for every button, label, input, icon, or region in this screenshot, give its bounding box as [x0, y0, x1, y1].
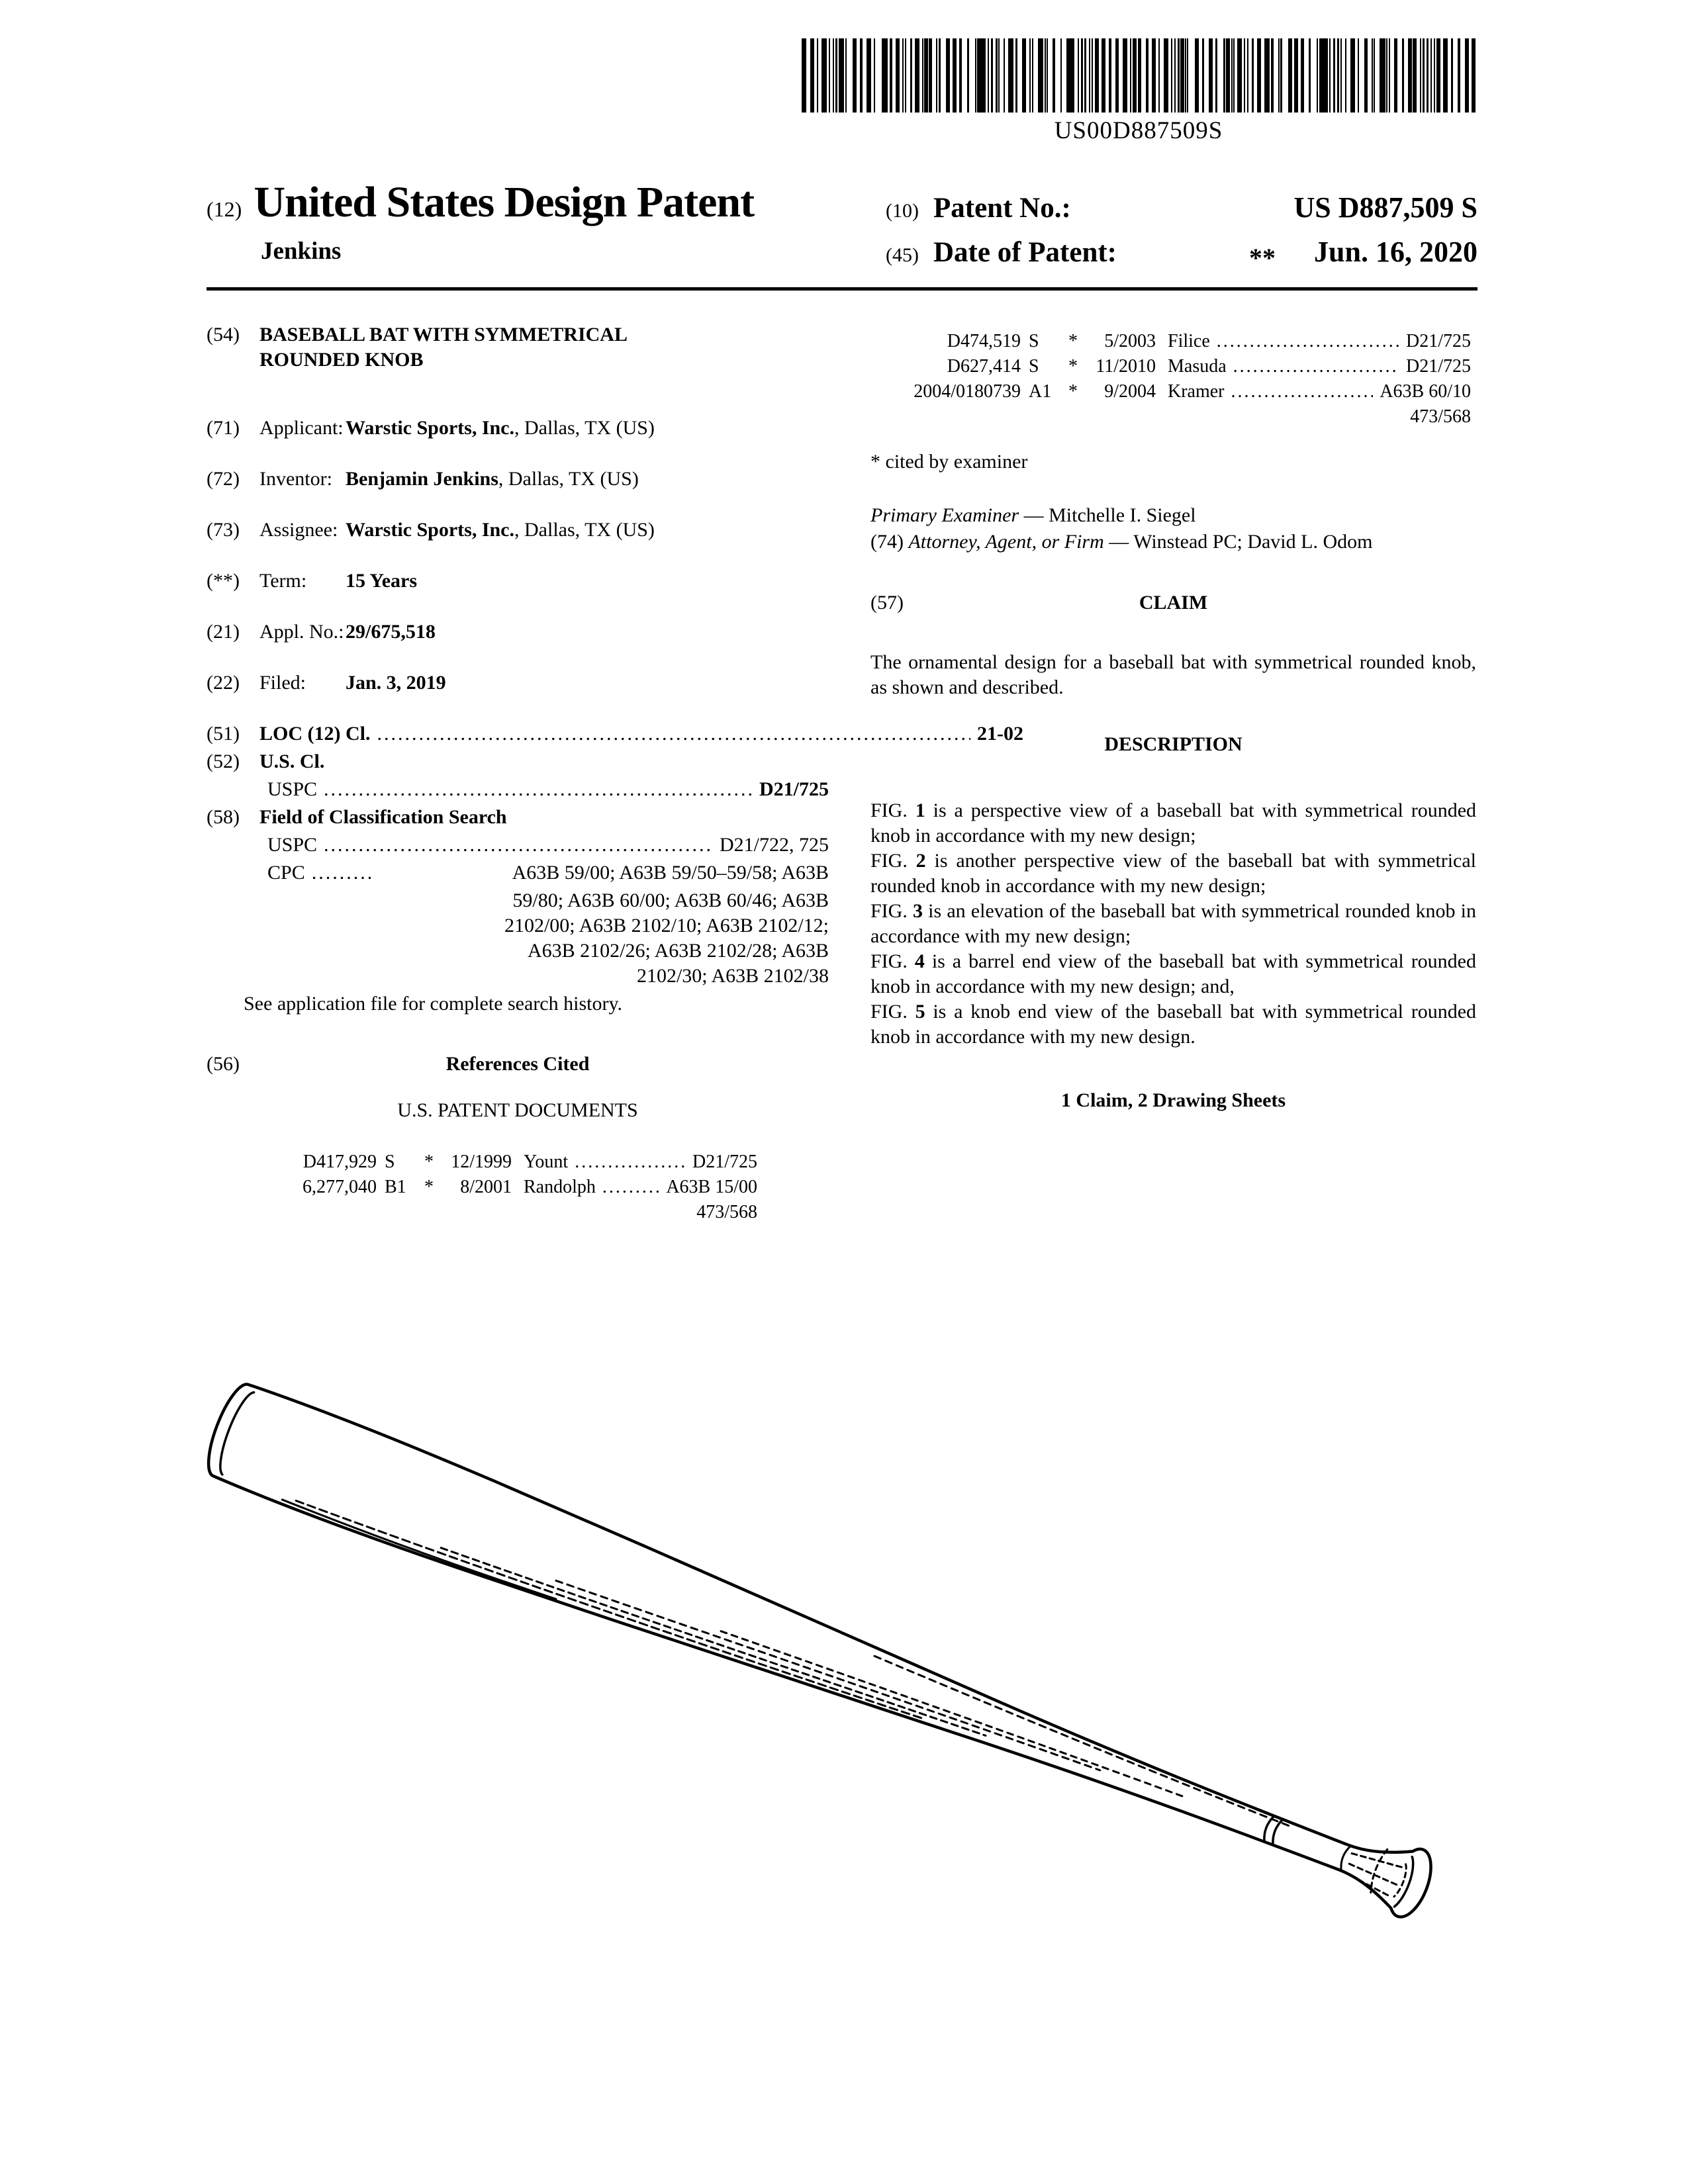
dot-leader	[324, 833, 713, 858]
examiner-block	[870, 502, 1476, 555]
appl-no-value: 29/675,518	[346, 621, 436, 643]
search-uspc-label: USPC	[267, 834, 318, 856]
primary-examiner-name: — Mitchelle I. Siegel	[1019, 504, 1196, 526]
ref-class: D21/725	[1406, 356, 1471, 377]
us-cl-label: U.S. Cl.	[259, 751, 325, 772]
inid-71: (71)	[207, 417, 240, 439]
references-heading: References Cited	[445, 1053, 590, 1075]
table-row	[234, 1175, 757, 1200]
applicant-name: Warstic Sports, Inc.	[346, 417, 514, 439]
field-term	[207, 569, 829, 594]
ref-number: 2004/0180739	[914, 381, 1021, 402]
claim-heading: CLAIM	[1139, 592, 1208, 614]
claim-text: The ornamental design for a baseball bat with symmetrical rounded knob, as shown and described.	[870, 651, 1476, 698]
patent-date-value: Jun. 16, 2020	[1314, 236, 1477, 268]
search-cpc-line2: 59/80; A63B 60/00; A63B 60/46; A63B	[512, 889, 829, 911]
inid-54: (54)	[207, 324, 240, 345]
attorney-label: Attorney, Agent, or Firm	[908, 531, 1104, 553]
ref-date: 5/2003	[1104, 331, 1156, 351]
ref-number: D627,414	[947, 356, 1021, 377]
ref-name: Filice	[1168, 331, 1210, 351]
loc-label: LOC (12) Cl.	[259, 723, 371, 745]
inid-58: (58)	[207, 806, 240, 828]
attorney-name: — Winstead PC; David L. Odom	[1103, 531, 1373, 553]
header-divider	[207, 287, 1477, 291]
fig-description-1: FIG. 1 is a perspective view of a baseball bat with symmetrical rounded knob in accordance with my new design;	[870, 799, 1477, 846]
barcode-text: US00D887509S	[1054, 117, 1223, 144]
search-uspc-value: D21/722, 725	[720, 834, 829, 856]
field-22-filed	[207, 670, 829, 696]
table-row	[878, 354, 1471, 379]
assignee-name: Warstic Sports, Inc.	[346, 519, 514, 541]
references-table-left	[234, 1150, 757, 1225]
ref-date: 11/2010	[1096, 356, 1156, 377]
inid-56: (56)	[207, 1053, 240, 1075]
search-cpc-row	[267, 860, 829, 886]
uspc-row	[267, 777, 829, 802]
barcode	[798, 38, 1479, 145]
header-left	[207, 177, 868, 265]
us-patent-documents-heading: U.S. PATENT DOCUMENTS	[397, 1099, 638, 1121]
inid-term: (**)	[207, 570, 240, 592]
inid-74: (74)	[870, 531, 904, 553]
table-row	[878, 329, 1471, 354]
filed-label: Filed:	[259, 672, 306, 694]
ref-class: A63B 15/00	[666, 1177, 757, 1197]
search-cpc-line5: 2102/30; A63B 2102/38	[636, 965, 829, 987]
ref-date: 8/2001	[460, 1177, 512, 1197]
invention-title-line1: BASEBALL BAT WITH SYMMETRICAL	[259, 324, 628, 345]
ref-name: Masuda	[1168, 356, 1227, 377]
inid-code-45: (45)	[886, 244, 919, 266]
applicant-label: Applicant:	[259, 417, 344, 439]
ref-class-overflow: 473/568	[696, 1202, 757, 1222]
ref-date: 12/1999	[451, 1152, 512, 1172]
loc-value: 21-02	[977, 723, 1024, 745]
ref-class: D21/725	[1406, 331, 1471, 351]
inventor-label: Inventor:	[259, 468, 332, 490]
filed-value: Jan. 3, 2019	[346, 672, 446, 694]
references-table-right	[878, 329, 1471, 430]
term-value: 15 Years	[346, 570, 418, 592]
appl-no-label: Appl. No.:	[259, 621, 344, 643]
dot-leader	[324, 777, 753, 802]
ref-star: *	[1068, 356, 1078, 377]
search-cpc-line4: A63B 2102/26; A63B 2102/28; A63B	[527, 940, 829, 962]
terminal-disclaimer-stars: **	[1249, 243, 1276, 273]
claim-heading-row	[870, 590, 1476, 615]
patent-date-label: Date of Patent:	[933, 237, 1117, 268]
baseball-bat-figure	[199, 1343, 1489, 1972]
ref-class-overflow: 473/568	[1410, 406, 1471, 427]
ref-name: Yount	[524, 1152, 569, 1172]
patent-number-value: US D887,509 S	[1293, 191, 1477, 224]
fig-number: 3	[913, 900, 923, 922]
header-right	[886, 191, 1477, 279]
ref-number: 6,277,040	[303, 1177, 377, 1197]
field-21-appl-no	[207, 619, 829, 645]
search-cpc-label: CPC	[267, 862, 305, 884]
search-history-note: See application file for complete search history.	[244, 993, 623, 1015]
search-cpc-line3: 2102/00; A63B 2102/10; A63B 2102/12;	[504, 915, 829, 936]
dot-leader	[312, 860, 375, 886]
inid-72: (72)	[207, 468, 240, 490]
ref-class: A63B 60/10	[1380, 381, 1471, 402]
uspc-label: USPC	[267, 778, 318, 800]
search-cpc-line1: A63B 59/00; A63B 59/50–59/58; A63B	[512, 862, 829, 884]
field-72-inventor	[207, 467, 829, 492]
fig-description-4: FIG. 4 is a barrel end view of the baseball bat with symmetrical rounded knob in accordance with my new design; and,	[870, 950, 1476, 997]
invention-title-line2: ROUNDED KNOB	[259, 349, 424, 371]
dot-leader	[602, 1175, 659, 1200]
applicant-location: , Dallas, TX (US)	[514, 417, 655, 439]
page-title: United States Design Patent	[254, 178, 755, 226]
ref-date: 9/2004	[1104, 381, 1156, 402]
primary-examiner-label: Primary Examiner	[870, 504, 1019, 526]
field-71-applicant	[207, 416, 829, 441]
table-row	[878, 379, 1471, 404]
ref-kind: A1	[1029, 381, 1052, 402]
fig-number: 1	[915, 799, 925, 821]
inventor-name: Benjamin Jenkins	[346, 468, 498, 490]
fig-description-2: FIG. 2 is another perspective view of the baseball bat with symmetrical rounded knob in accordance with my new design;	[870, 850, 1476, 897]
ref-number: D417,929	[303, 1152, 377, 1172]
ref-star: *	[1068, 331, 1078, 351]
field-58-search	[207, 805, 829, 830]
dot-leader	[575, 1150, 686, 1175]
ref-star: *	[424, 1177, 434, 1197]
fig-number: 5	[915, 1001, 925, 1023]
ref-kind: S	[1029, 356, 1039, 377]
inventor-location: , Dallas, TX (US)	[498, 468, 639, 490]
table-row	[234, 1150, 757, 1175]
inid-73: (73)	[207, 519, 240, 541]
figure-descriptions	[870, 798, 1476, 1050]
references-heading-row	[207, 1052, 829, 1077]
right-column	[870, 322, 1476, 1113]
field-73-assignee	[207, 518, 829, 543]
ref-number: D474,519	[947, 331, 1021, 351]
fig-description-5: FIG. 5 is a knob end view of the baseball bat with symmetrical rounded knob in accordance with my new design.	[870, 1001, 1477, 1048]
inid-code-10: (10)	[886, 200, 919, 222]
dot-leader	[1233, 354, 1399, 379]
field-54-title	[207, 322, 829, 373]
field-52-us-cl	[207, 749, 829, 774]
inid-51: (51)	[207, 723, 240, 745]
kind-code-12: (12)	[207, 197, 242, 221]
patent-number-label: Patent No.:	[933, 193, 1071, 224]
assignee-label: Assignee:	[259, 519, 338, 541]
cited-by-examiner-note: * cited by examiner	[870, 451, 1028, 473]
assignee-location: , Dallas, TX (US)	[514, 519, 655, 541]
ref-star: *	[1068, 381, 1078, 402]
inid-52: (52)	[207, 751, 240, 772]
term-label: Term:	[259, 570, 307, 592]
inventor-surname: Jenkins	[261, 238, 342, 265]
dot-leader	[1217, 329, 1399, 354]
ref-kind: S	[385, 1152, 395, 1172]
ref-star: *	[424, 1152, 434, 1172]
fig-number: 4	[914, 950, 925, 972]
fig-description-3: FIG. 3 is an elevation of the baseball bat with symmetrical rounded knob in accordance with my new design;	[870, 900, 1476, 947]
dot-leader	[1231, 379, 1374, 404]
inid-22: (22)	[207, 672, 240, 694]
search-label: Field of Classification Search	[259, 806, 507, 828]
fig-number: 2	[915, 850, 926, 872]
description-heading: DESCRIPTION	[1104, 733, 1243, 755]
ref-name: Kramer	[1168, 381, 1225, 402]
search-uspc-row	[267, 833, 829, 858]
field-51-loc	[207, 721, 1024, 747]
ref-name: Randolph	[524, 1177, 596, 1197]
barcode-bars-image	[802, 38, 1476, 113]
ref-kind: S	[1029, 331, 1039, 351]
ref-class: D21/725	[692, 1152, 757, 1172]
ref-kind: B1	[385, 1177, 406, 1197]
bat-outline	[199, 1378, 1444, 1936]
claim-sheets-footer: 1 Claim, 2 Drawing Sheets	[1060, 1089, 1286, 1111]
inid-57: (57)	[870, 592, 904, 614]
inid-21: (21)	[207, 621, 240, 643]
uspc-value: D21/725	[759, 778, 829, 800]
